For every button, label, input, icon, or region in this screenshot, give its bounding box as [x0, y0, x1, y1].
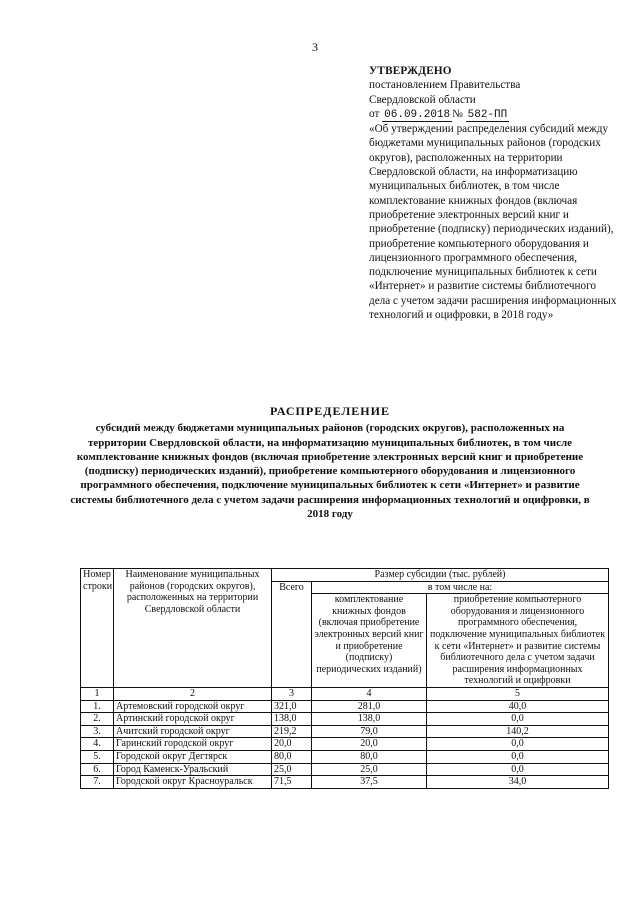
row-it: 0,0 [427, 750, 609, 763]
header-number: Номер строки [81, 569, 114, 688]
row-books: 37,5 [312, 776, 427, 789]
row-name: Город Каменск-Уральский [114, 763, 272, 776]
row-total: 20,0 [272, 738, 312, 751]
title-body: субсидий между бюджетами муниципальных районов (городских округов), расположенных на территории Свердловской области, на информатизацию муниципальных библиотек, в том числе комплектование книжных фондов (включая приобретение электронных версий книг и приобретение (подписку) периодических изданий), приобретение компьютерного оборудования и лицензионного программного обеспечения, подключение муниципальных библиотек к сети «Интернет» и развитие системы библиотечного дела с учетом задачи расширения информационных технологий и оцифровки, в 2018 году [70, 422, 590, 521]
row-it: 0,0 [427, 713, 609, 726]
approval-heading: УТВЕРЖДЕНО [369, 65, 452, 77]
row-number: 6. [81, 763, 114, 776]
row-name: Гаринский городской округ [114, 738, 272, 751]
table-row [81, 700, 609, 713]
col-index: 3 [272, 687, 312, 700]
date-prefix: от [369, 107, 380, 120]
header-books: комплектование книжных фондов (включая приобретение электронных версий книг и приобретение (подписку) периодических изданий) [312, 594, 427, 688]
row-books: 281,0 [312, 700, 427, 713]
row-it: 0,0 [427, 738, 609, 751]
row-books: 80,0 [312, 750, 427, 763]
header-total: Всего [272, 581, 312, 687]
approval-line-1: постановлением Правительства [369, 79, 521, 92]
row-total: 321,0 [272, 700, 312, 713]
row-books: 79,0 [312, 725, 427, 738]
header-it: приобретение компьютерного оборудования и лицензионного программного обеспечения, подключение муниципальных библиотек к сети «Интернет» и развитие системы библиотечного дела с учетом задачи расширения информационных технологий и оцифровки [427, 594, 609, 688]
header-subsidy: Размер субсидии (тыс. рублей) [272, 569, 609, 582]
row-total: 25,0 [272, 763, 312, 776]
row-it: 140,2 [427, 725, 609, 738]
row-name: Артинский городской округ [114, 713, 272, 726]
row-number: 1. [81, 700, 114, 713]
table-row [81, 725, 609, 738]
row-number: 3. [81, 725, 114, 738]
col-index: 2 [114, 687, 272, 700]
document-title [70, 404, 590, 521]
table-row [81, 738, 609, 751]
approval-quote: «Об утверждении распределения субсидий между бюджетами муниципальных районов (городских округов), расположенных на территории Свердловской области, на информатизацию муниципальных библиотек, в том числе комплектование книжных фондов (включая приобретение электронных версий книг и приобретение (подписку) периодических изданий), приобретение компьютерного оборудования и лицензионного программного обеспечения, подключение муниципальных библиотек к сети «Интернет» и развитие системы библиотечного дела с учетом задачи расширения информационных технологий и оцифровки, в 2018 году» [369, 123, 617, 322]
row-it: 34,0 [427, 776, 609, 789]
title-heading: РАСПРЕДЕЛЕНИЕ [270, 404, 390, 418]
row-it: 40,0 [427, 700, 609, 713]
row-total: 138,0 [272, 713, 312, 726]
approval-block [369, 64, 619, 322]
row-number: 5. [81, 750, 114, 763]
row-name: Городской округ Дегтярск [114, 750, 272, 763]
table-row [81, 763, 609, 776]
row-books: 138,0 [312, 713, 427, 726]
table-row [81, 776, 609, 789]
approval-date: 06.09.2018 [384, 108, 451, 121]
col-index: 4 [312, 687, 427, 700]
row-number: 4. [81, 738, 114, 751]
distribution-table [80, 568, 609, 789]
approval-line-2: Свердловской области [369, 93, 476, 106]
row-name: Ачитский городской округ [114, 725, 272, 738]
row-number: 2. [81, 713, 114, 726]
row-number: 7. [81, 776, 114, 789]
header-name: Наименование муниципальных районов (городских округов), расположенных на территории Свердловской области [114, 569, 272, 688]
table-row [81, 750, 609, 763]
number-prefix: № [452, 107, 463, 120]
approval-date-line [369, 107, 619, 122]
row-total: 80,0 [272, 750, 312, 763]
row-name: Артемовский городской округ [114, 700, 272, 713]
row-total: 219,2 [272, 725, 312, 738]
row-books: 20,0 [312, 738, 427, 751]
row-name: Городской округ Красноуральск [114, 776, 272, 789]
approval-number: 582-ПП [467, 108, 508, 121]
column-index-row [81, 687, 609, 700]
row-it: 0,0 [427, 763, 609, 776]
col-index: 1 [81, 687, 114, 700]
table-header-row [81, 569, 609, 582]
col-index: 5 [427, 687, 609, 700]
table-row [81, 713, 609, 726]
header-including: в том числе на: [312, 581, 609, 594]
row-books: 25,0 [312, 763, 427, 776]
page-number: 3 [312, 40, 318, 54]
row-total: 71,5 [272, 776, 312, 789]
